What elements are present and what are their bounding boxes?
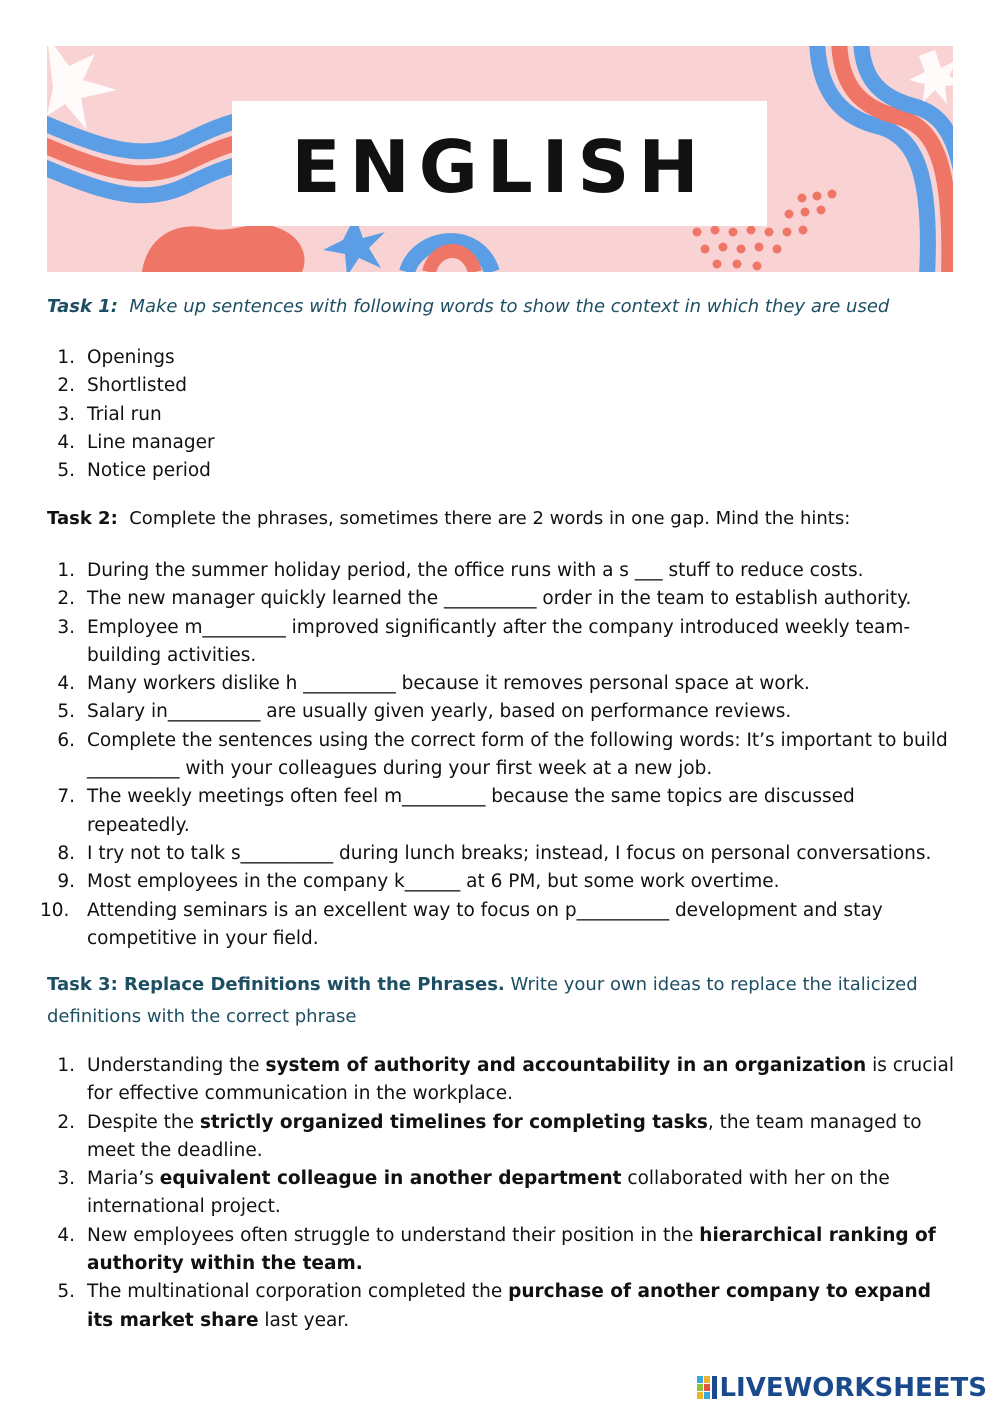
task3-instruction: Write your own ideas to replace the italicized definitions with the correct phrase xyxy=(47,974,918,1027)
task2-heading xyxy=(47,503,850,535)
list-item: 2. The new manager quickly learned the __________ order in the team to establish authority. xyxy=(57,588,912,610)
list-item: 1. During the summer holiday period, the office runs with a s ___ stuff to reduce costs. xyxy=(57,560,864,581)
list-item: 4. New employees often struggle to understand their position in the hierarchical ranking of authority within the team. xyxy=(57,1224,936,1275)
list-item: 5. Salary in__________ are usually given yearly, based on performance reviews. xyxy=(57,701,792,723)
header-banner xyxy=(47,46,953,272)
list-item: 3. Trial run xyxy=(57,403,162,425)
list-item: 3. Maria’s equivalent colleague in another department collaborated with her on the international project. xyxy=(57,1168,890,1218)
list-item: 10. Attending seminars is an excellent way to focus on p__________ development and stay competitive in your field. xyxy=(40,899,883,949)
brand-name: LIVEWORKSHEETS xyxy=(719,1373,987,1403)
task1-instruction: Make up sentences with following words to show the context in which they are used xyxy=(129,296,890,317)
task2-instruction: Complete the phrases, sometimes there are 2 words in one gap. Mind the hints: xyxy=(129,508,851,529)
task3-heading xyxy=(47,969,947,1033)
list-item: 1. Openings xyxy=(57,347,175,368)
list-item: 2. Shortlisted xyxy=(57,375,187,397)
list-item: 9. Most employees in the company k______ at 6 PM, but some work overtime. xyxy=(57,871,780,893)
list-item: 5. The multinational corporation completed the purchase of another company to expand its market share last year. xyxy=(57,1281,931,1331)
task2-label: Task 2: xyxy=(47,508,118,529)
list-item: 6. Complete the sentences using the correct form of the following words: It’s important to build __________ with your colleagues during your first week at a new job. xyxy=(57,729,948,780)
page-title: ENGLISH xyxy=(291,124,708,209)
list-item: 4. Line manager xyxy=(57,431,215,453)
title-box xyxy=(232,101,767,226)
liveworksheets-logo[interactable] xyxy=(697,1373,987,1403)
task1-heading xyxy=(47,291,889,323)
task1-list xyxy=(47,344,959,485)
liveworksheets-icon xyxy=(697,1376,719,1400)
task3-list xyxy=(47,1052,959,1335)
list-item: 8. I try not to talk s__________ during lunch breaks; instead, I focus on personal conversations. xyxy=(57,842,932,864)
task1-label: Task 1: xyxy=(47,296,118,317)
list-item: 4. Many workers dislike h __________ because it removes personal space at work. xyxy=(57,673,810,695)
task2-list xyxy=(40,557,959,953)
task3-label: Task 3: Replace Definitions with the Phrases. xyxy=(47,974,505,995)
list-item: 5. Notice period xyxy=(57,460,211,482)
list-item: 3. Employee m_________ improved significantly after the company introduced weekly team-building activities. xyxy=(57,616,911,666)
list-item: 7. The weekly meetings often feel m_________ because the same topics are discussed repeatedly. xyxy=(57,786,855,836)
list-item: 2. Despite the strictly organized timelines for completing tasks, the team managed to meet the deadline. xyxy=(57,1111,922,1161)
list-item: 1. Understanding the system of authority and accountability in an organization is crucial for effective communication in the workplace. xyxy=(57,1055,955,1105)
